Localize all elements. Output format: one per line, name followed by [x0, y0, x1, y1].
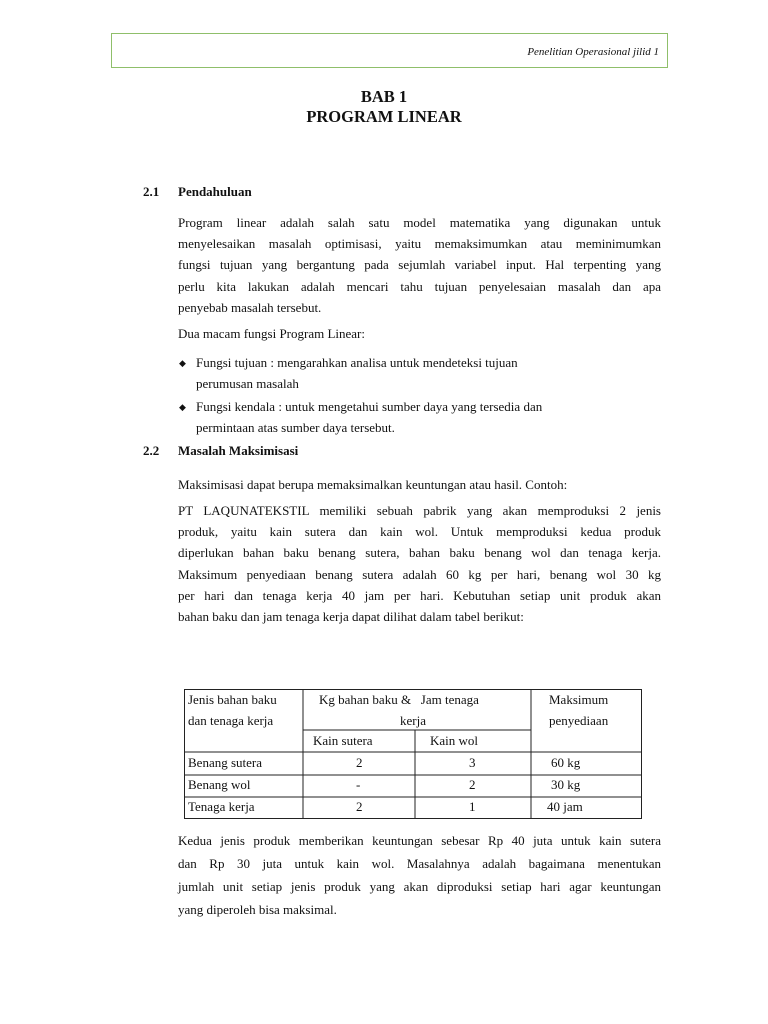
paragraph-line: fungsi tujuan yang bergantung pada sejumlah variabel input. Hal terpenting yang	[178, 257, 661, 273]
paragraph-line: bahan baku dan jam tenaga kerja dapat dilihat dalam tabel berikut:	[178, 609, 524, 625]
table-cell: 2	[356, 755, 363, 770]
list-item-line: Fungsi tujuan : mengarahkan analisa untuk mendeteksi tujuan	[196, 355, 518, 370]
table-header-cell: Kg bahan baku & Jam tenaga	[319, 692, 479, 707]
table-subheader-cell: Kain wol	[430, 733, 479, 748]
table-cell: Benang sutera	[188, 755, 263, 770]
paragraph-line: perlu kita lakukan adalah mencari tahu tujuan penyelesaian masalah dan apa	[178, 278, 661, 294]
running-title: Penelitian Operasional jilid 1	[527, 46, 659, 58]
diamond-bullet-icon: ◆	[179, 358, 186, 368]
table-cell: 2	[356, 799, 363, 814]
paragraph-line: per hari dan tenaga kerja 40 jam per hari. Kebutuhan setiap unit produk akan	[178, 587, 661, 603]
table-header-cell: Jenis bahan baku	[188, 692, 277, 707]
table-cell: Benang wol	[188, 777, 251, 792]
section-title: Pendahuluan	[178, 184, 252, 199]
paragraph-line: penyebab masalah tersebut.	[178, 299, 322, 315]
table-header-cell: penyediaan	[549, 713, 609, 728]
section-title: Masalah Maksimisasi	[178, 443, 299, 458]
chapter-number: BAB 1	[360, 87, 408, 106]
maximization-intro: Maksimisasi dapat berupa memaksimalkan keuntungan atau hasil. Contoh:	[178, 477, 568, 492]
table-cell: 60 kg	[551, 755, 581, 770]
page-header	[111, 33, 668, 68]
paragraph-line: yang diperoleh bisa maksimal.	[178, 902, 337, 917]
section-number: 2.2	[143, 443, 160, 458]
intro-paragraph	[178, 212, 661, 318]
table-header-cell: Maksimum	[549, 692, 609, 707]
paragraph-line: Program linear adalah salah satu model matematika yang digunakan untuk	[178, 215, 661, 230]
table-header-cell: kerja	[400, 713, 426, 728]
table-cell: 3	[469, 755, 476, 770]
paragraph-line: menyelesaikan masalah optimisasi, yaitu memaksimumkan atau meminimumkan	[178, 236, 661, 252]
table-cell: -	[356, 777, 361, 792]
section-number: 2.1	[143, 184, 160, 199]
table-cell: Tenaga kerja	[188, 799, 255, 814]
table-cell: 1	[469, 799, 476, 814]
requirements-table	[184, 689, 642, 819]
problem-paragraph	[178, 500, 661, 627]
list-item-line: permintaan atas sumber daya tersebut.	[196, 420, 395, 435]
paragraph-line: produk, yaitu kain sutera dan kain wol. Untuk memproduksi kedua produk	[178, 524, 661, 540]
diamond-bullet-icon: ◆	[179, 402, 186, 412]
table-cell: 40 jam	[547, 799, 583, 814]
chapter-title: PROGRAM LINEAR	[306, 107, 462, 126]
table-subheader-cell: Kain sutera	[313, 733, 373, 748]
paragraph-line: PT LAQUNATEKSTIL memiliki sebuah pabrik yang akan memproduksi 2 jenis	[178, 503, 661, 518]
table-header-cell: dan tenaga kerja	[188, 713, 274, 728]
table-cell: 30 kg	[551, 777, 581, 792]
paragraph-line: dan Rp 30 juta untuk kain wol. Masalahnya adalah bagaimana menentukan	[178, 856, 661, 871]
list-item-line: Fungsi kendala : untuk mengetahui sumber daya yang tersedia dan	[196, 399, 543, 414]
paragraph-line: Kedua jenis produk memberikan keuntungan sebesar Rp 40 juta untuk kain sutera	[178, 833, 661, 848]
closing-paragraph	[178, 829, 661, 921]
paragraph-line: jumlah unit setiap jenis produk yang akan diproduksi setiap hari agar keuntungan	[178, 879, 661, 894]
table-cell: 2	[469, 777, 476, 792]
functions-intro: Dua macam fungsi Program Linear:	[178, 326, 365, 341]
paragraph-line: diperlukan bahan baku benang sutera, bahan baku benang wol dan tenaga kerja.	[178, 545, 661, 561]
list-item-line: perumusan masalah	[196, 376, 299, 391]
paragraph-line: Maksimum penyediaan benang sutera adalah 60 kg per hari, benang wol 30 kg	[178, 566, 661, 582]
